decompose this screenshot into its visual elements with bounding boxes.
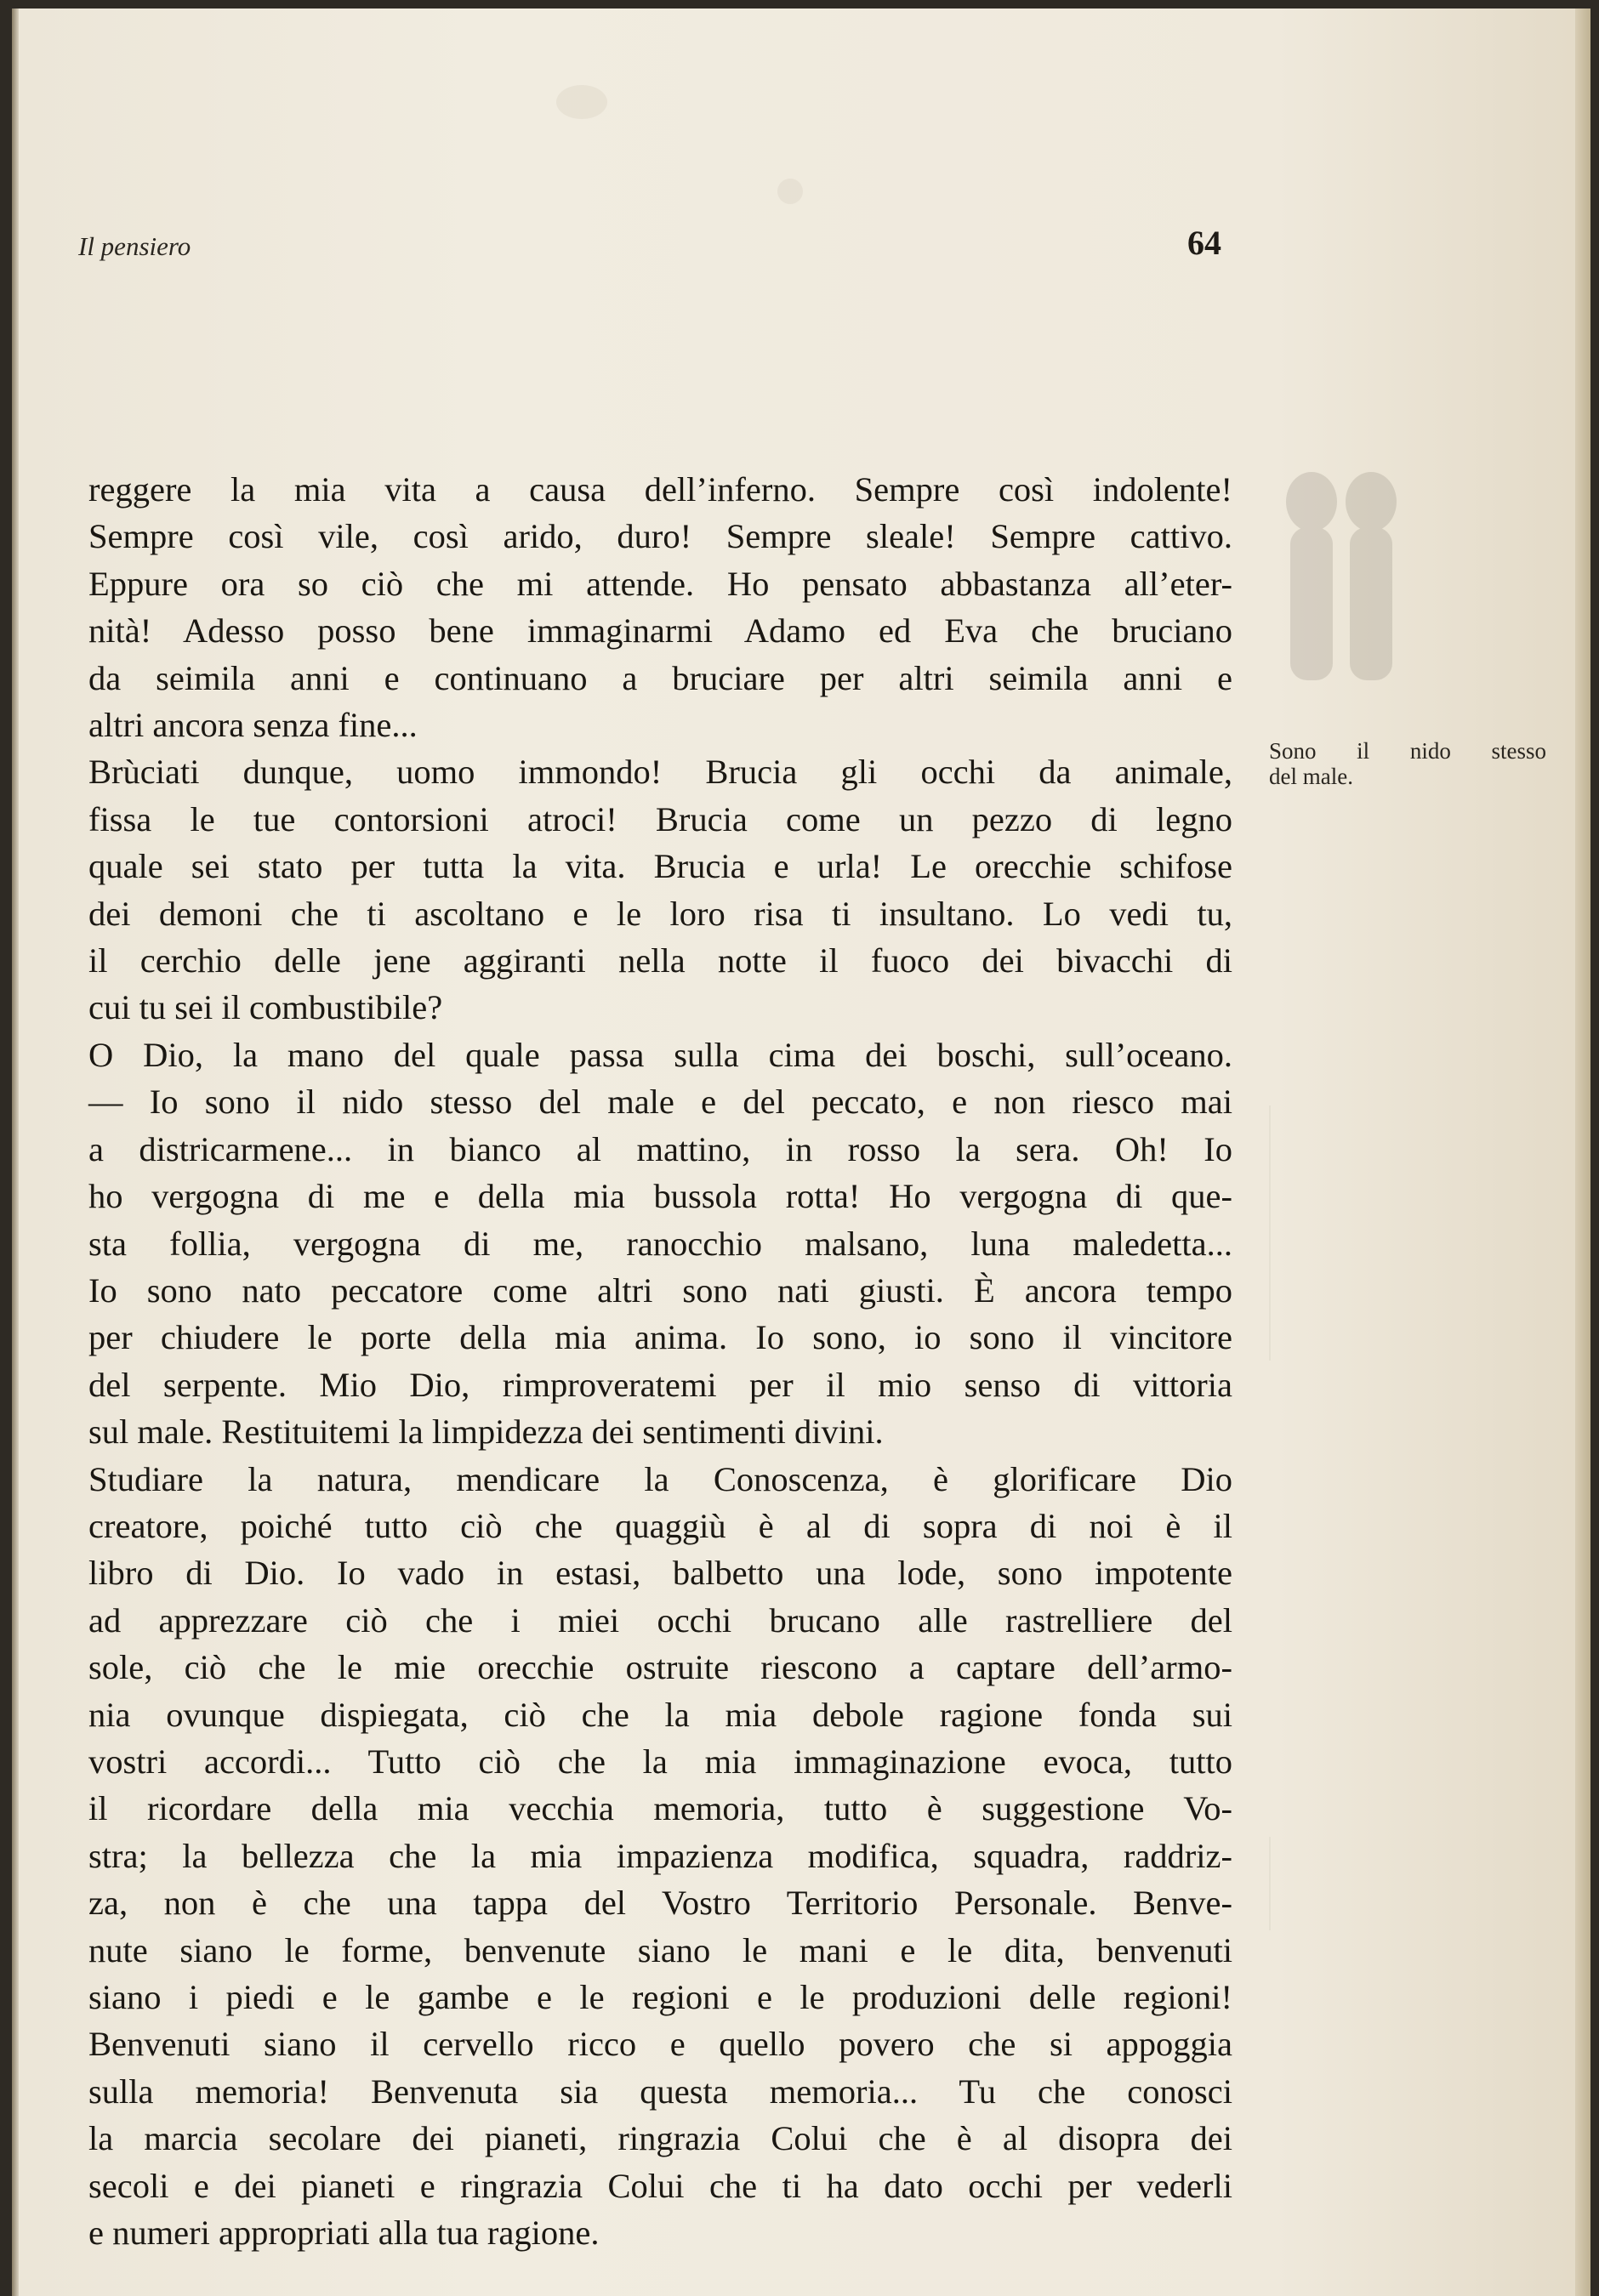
text-line: vostri accordi... Tutto ciò che la mia immaginazione evoca, tutto	[88, 1742, 1232, 1781]
text-line: nia ovunque dispiegata, ciò che la mia debole ragione fonda sui	[88, 1695, 1232, 1734]
page-number: 64	[1187, 224, 1221, 262]
text-line: Benvenuti siano il cervello ricco e quello povero che si appoggia	[88, 2025, 1232, 2064]
show-through-illustration	[1260, 459, 1422, 706]
text-line: quale sei stato per tutta la vita. Brucia e urla! Le orecchie schifose	[88, 847, 1232, 886]
text-line: Studiare la natura, mendicare la Conoscenza, è glorificare Dio	[88, 1459, 1232, 1498]
text-line: nute siano le forme, benvenute siano le mani e le dita, benvenuti	[88, 1930, 1232, 1969]
text-line: — Io sono il nido stesso del male e del peccato, e non riesco mai	[88, 1083, 1232, 1122]
text-line: secoli e dei pianeti e ringrazia Colui che ti ha dato occhi per vederli	[88, 2166, 1232, 2205]
margin-note	[1269, 738, 1546, 789]
text-line: creatore, poiché tutto ciò che quaggiù è al di sopra di noi è il	[88, 1506, 1232, 1545]
text-line: libro di Dio. Io vado in estasi, balbetto una lode, sono impotente	[88, 1554, 1232, 1593]
text-line: e numeri appropriati alla tua ragione.	[88, 2214, 600, 2253]
show-through-text	[1269, 1105, 1551, 1361]
text-line: il ricordare della mia vecchia memoria, tutto è suggestione Vo-	[88, 1789, 1232, 1828]
text-line: nità! Adesso posso bene immaginarmi Adamo ed Eva che bruciano	[88, 611, 1232, 651]
running-title: Il pensiero	[78, 231, 191, 261]
text-line: za, non è che una tappa del Vostro Territorio Personale. Benve-	[88, 1884, 1232, 1923]
show-through-text	[1269, 1837, 1543, 1930]
text-line: sul male. Restituitemi la limpidezza dei sentimenti divini.	[88, 1412, 884, 1452]
text-line: ad apprezzare ciò che i miei occhi brucano alle rastrelliere del	[88, 1600, 1232, 1640]
book-page	[12, 9, 1590, 2296]
paper-stain	[777, 179, 803, 204]
text-line: Sempre così vile, così arido, duro! Sempre sleale! Sempre cattivo.	[88, 517, 1232, 556]
text-line: ho vergogna di me e della mia bussola rotta! Ho vergogna di que-	[88, 1177, 1232, 1216]
text-line: da seimila anni e continuano a bruciare per altri seimila anni e	[88, 658, 1232, 697]
text-line: Eppure ora so ciò che mi attende. Ho pensato abbastanza all’eter-	[88, 564, 1232, 603]
text-line: sulla memoria! Benvenuta sia questa memoria... Tu che conosci	[88, 2072, 1232, 2111]
text-line: la marcia secolare dei pianeti, ringrazia Colui che è al disopra dei	[88, 2119, 1232, 2158]
text-line: a districarmene... in bianco al mattino, in rosso la sera. Oh! Io	[88, 1129, 1232, 1168]
text-line: O Dio, la mano del quale passa sulla cima dei boschi, sull’oceano.	[88, 1035, 1232, 1074]
text-line: dei demoni che ti ascoltano e le loro risa ti insultano. Lo vedi tu,	[88, 894, 1232, 933]
text-line: cui tu sei il combustibile?	[88, 988, 443, 1027]
text-line: Brùciati dunque, uomo immondo! Brucia gli occhi da animale,	[88, 753, 1232, 792]
margin-note-line: del male.	[1269, 764, 1353, 789]
text-line: del serpente. Mio Dio, rimproveratemi per il mio senso di vittoria	[88, 1365, 1232, 1404]
page-spine-shadow	[12, 9, 19, 2296]
text-line: Io sono nato peccatore come altri sono nati giusti. È ancora tempo	[88, 1270, 1232, 1310]
text-line: reggere la mia vita a causa dell’inferno. Sempre così indolente!	[88, 470, 1232, 509]
text-line: siano i piedi e le gambe e le regioni e le produzioni delle regioni!	[88, 1978, 1232, 2016]
margin-note-line: Sono il nido stesso	[1269, 738, 1546, 764]
text-line: sole, ciò che le mie orecchie ostruite riescono a captare dell’armo-	[88, 1648, 1232, 1687]
body-text	[88, 466, 1232, 2256]
paper-stain	[556, 85, 607, 119]
text-line: stra; la bellezza che la mia impazienza modifica, squadra, raddriz-	[88, 1836, 1232, 1875]
text-line: il cerchio delle jene aggiranti nella notte il fuoco dei bivacchi di	[88, 941, 1232, 980]
text-line: altri ancora senza fine...	[88, 706, 418, 745]
text-line: sta follia, vergogna di me, ranocchio malsano, luna maledetta...	[88, 1224, 1232, 1263]
page-edge	[1575, 9, 1590, 2296]
text-line: per chiudere le porte della mia anima. Io sono, io sono il vincitore	[88, 1318, 1232, 1357]
text-line: fissa le tue contorsioni atroci! Brucia come un pezzo di legno	[88, 799, 1232, 838]
